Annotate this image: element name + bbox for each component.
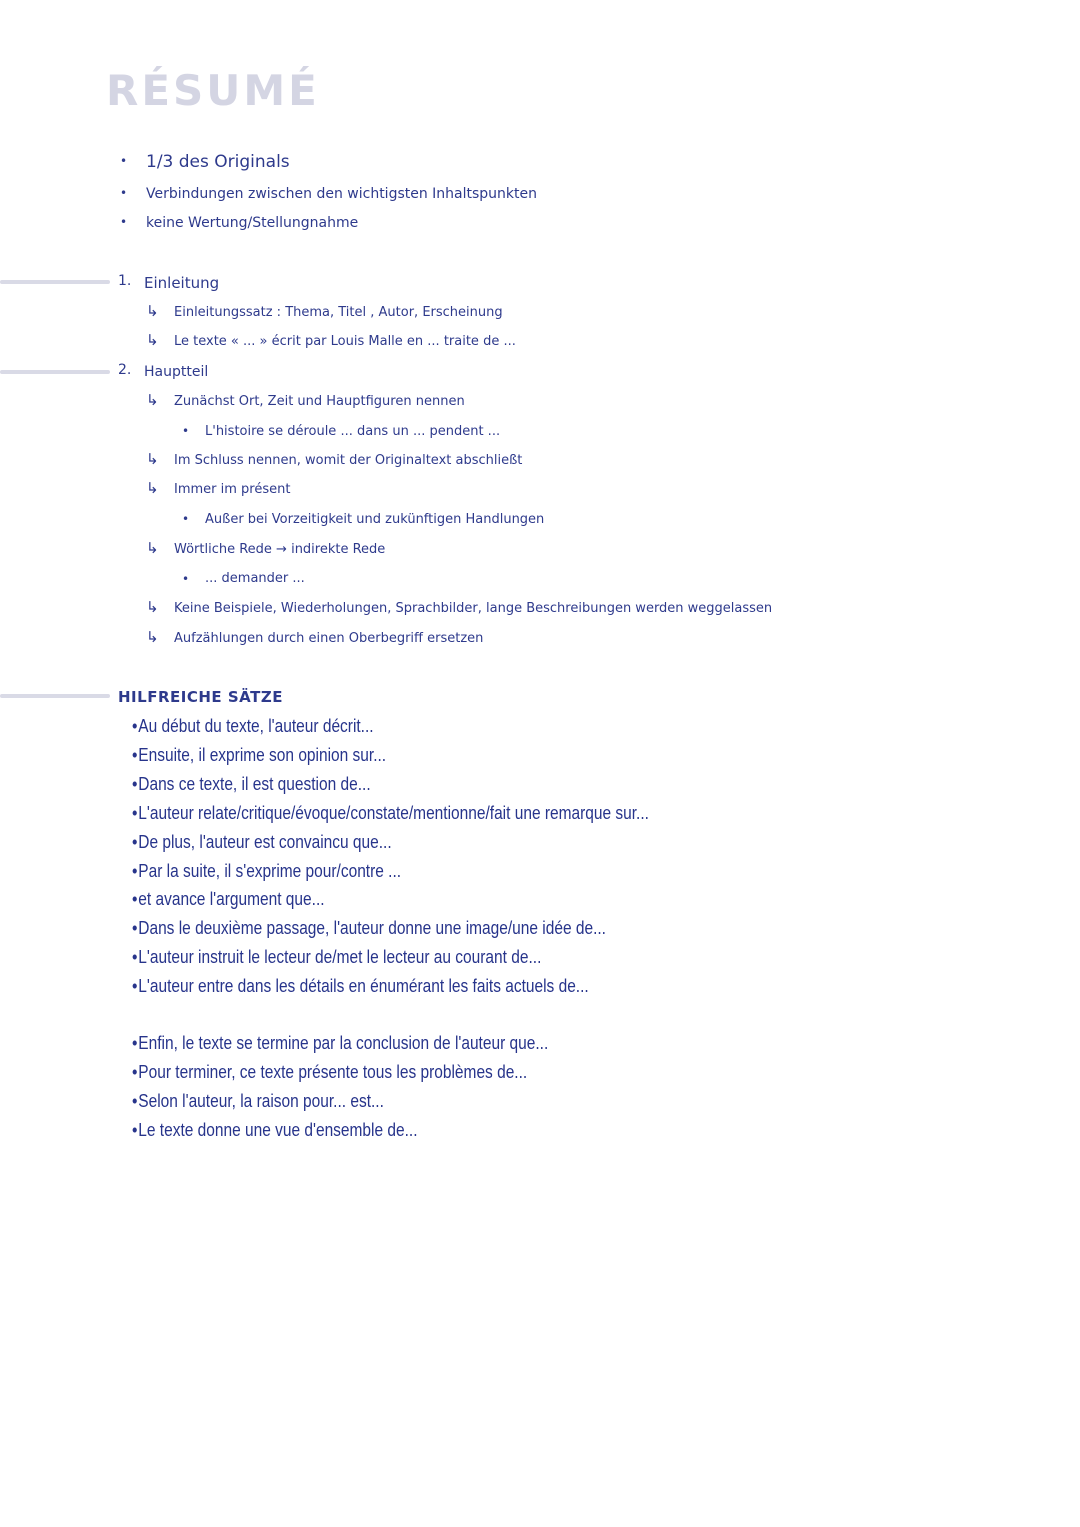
section-heading-hilfreiche-saetze: HILFREICHE SÄTZE: [118, 688, 283, 706]
phrase-text: Au début du texte, l'auteur décrit...: [138, 716, 374, 736]
page-title: RÉSUMÉ: [106, 66, 320, 115]
phrase-text: Dans ce texte, il est question de...: [138, 774, 371, 794]
bullet-icon: •: [132, 832, 138, 852]
arrow-icon: ↳: [146, 539, 159, 557]
arrow-icon: ↳: [146, 628, 159, 646]
bullet-icon: •: [132, 918, 138, 938]
list-item: Außer bei Vorzeitigkeit und zukünftigen Handlungen: [205, 512, 545, 527]
list-item: Keine Beispiele, Wiederholungen, Sprachbilder, lange Beschreibungen werden weggelassen: [174, 601, 773, 616]
bullet-icon: •: [132, 716, 138, 736]
phrase-item: [132, 946, 541, 968]
list-item: Zunächst Ort, Zeit und Hauptfiguren nennen: [174, 394, 465, 409]
intro-bullet-3: keine Wertung/Stellungnahme: [146, 215, 359, 231]
phrase-item: [132, 888, 325, 910]
arrow-icon: ↳: [146, 598, 159, 616]
phrase-item: [132, 715, 374, 737]
bullet-icon: •: [132, 947, 138, 967]
list-item: Einleitungssatz : Thema, Titel , Autor, Erscheinung: [174, 305, 503, 320]
bullet-icon: •: [132, 1062, 138, 1082]
phrase-text: Ensuite, il exprime son opinion sur...: [138, 745, 387, 765]
section-divider: [0, 280, 110, 284]
bullet-icon: •: [120, 215, 128, 229]
list-item: ... demander ...: [205, 571, 305, 586]
bullet-icon: •: [132, 1091, 138, 1111]
list-item: Immer im présent: [174, 482, 291, 497]
list-item: Wörtliche Rede → indirekte Rede: [174, 542, 386, 557]
phrase-item: [132, 831, 392, 853]
bullet-icon: •: [132, 1033, 138, 1053]
phrase-text: Pour terminer, ce texte présente tous les problèmes de...: [138, 1062, 528, 1082]
arrow-icon: ↳: [146, 302, 159, 320]
phrase-text: Par la suite, il s'exprime pour/contre ...: [138, 861, 402, 881]
intro-bullet-2: Verbindungen zwischen den wichtigsten Inhaltspunkten: [146, 186, 538, 202]
phrase-text: De plus, l'auteur est convaincu que...: [138, 832, 392, 852]
phrase-item: [132, 802, 649, 824]
phrase-item: [132, 1032, 548, 1054]
phrase-text: L'auteur instruit le lecteur de/met le lecteur au courant de...: [138, 947, 542, 967]
phrase-text: Le texte donne une vue d'ensemble de...: [138, 1120, 418, 1140]
phrase-text: L'auteur relate/critique/évoque/constate/mentionne/fait une remarque sur...: [138, 803, 649, 823]
phrase-item: [132, 744, 386, 766]
phrase-text: Enfin, le texte se termine par la conclusion de l'auteur que...: [138, 1033, 549, 1053]
phrase-item: [132, 975, 589, 997]
bullet-icon: •: [182, 424, 190, 438]
phrase-text: L'auteur entre dans les détails en énumérant les faits actuels de...: [138, 976, 589, 996]
bullet-icon: •: [132, 1120, 138, 1140]
bullet-icon: •: [120, 186, 128, 200]
phrase-item: [132, 917, 606, 939]
bullet-icon: •: [132, 861, 138, 881]
phrase-text: Selon l'auteur, la raison pour... est...: [138, 1091, 384, 1111]
section-divider: [0, 694, 110, 698]
bullet-icon: •: [132, 745, 138, 765]
section-divider: [0, 370, 110, 374]
phrase-item: [132, 860, 401, 882]
bullet-icon: •: [132, 774, 138, 794]
arrow-icon: ↳: [146, 479, 159, 497]
bullet-icon: •: [132, 803, 138, 823]
phrase-item: [132, 1090, 384, 1112]
section-number: 2.: [118, 362, 132, 378]
intro-bullet-1: 1/3 des Originals: [146, 152, 290, 172]
bullet-icon: •: [182, 572, 190, 586]
bullet-icon: •: [132, 889, 138, 909]
list-item: L'histoire se déroule ... dans un ... pendent ...: [205, 424, 501, 439]
arrow-icon: ↳: [146, 450, 159, 468]
list-item: Aufzählungen durch einen Oberbegriff ersetzen: [174, 631, 484, 646]
bullet-icon: •: [120, 154, 128, 168]
phrase-item: [132, 773, 371, 795]
phrase-text: et avance l'argument que...: [138, 889, 325, 909]
arrow-icon: ↳: [146, 391, 159, 409]
phrase-text: Dans le deuxième passage, l'auteur donne une image/une idée de...: [138, 918, 606, 938]
arrow-icon: ↳: [146, 331, 159, 349]
list-item: Im Schluss nennen, womit der Originaltext abschließt: [174, 453, 523, 468]
phrase-item: [132, 1061, 527, 1083]
list-item: Le texte « ... » écrit par Louis Malle en ... traite de ...: [174, 334, 516, 349]
bullet-icon: •: [182, 512, 190, 526]
section-heading-hauptteil: Hauptteil: [144, 364, 209, 380]
section-number: 1.: [118, 273, 132, 289]
section-heading-einleitung: Einleitung: [144, 274, 220, 292]
bullet-icon: •: [132, 976, 138, 996]
phrase-item: [132, 1119, 418, 1141]
